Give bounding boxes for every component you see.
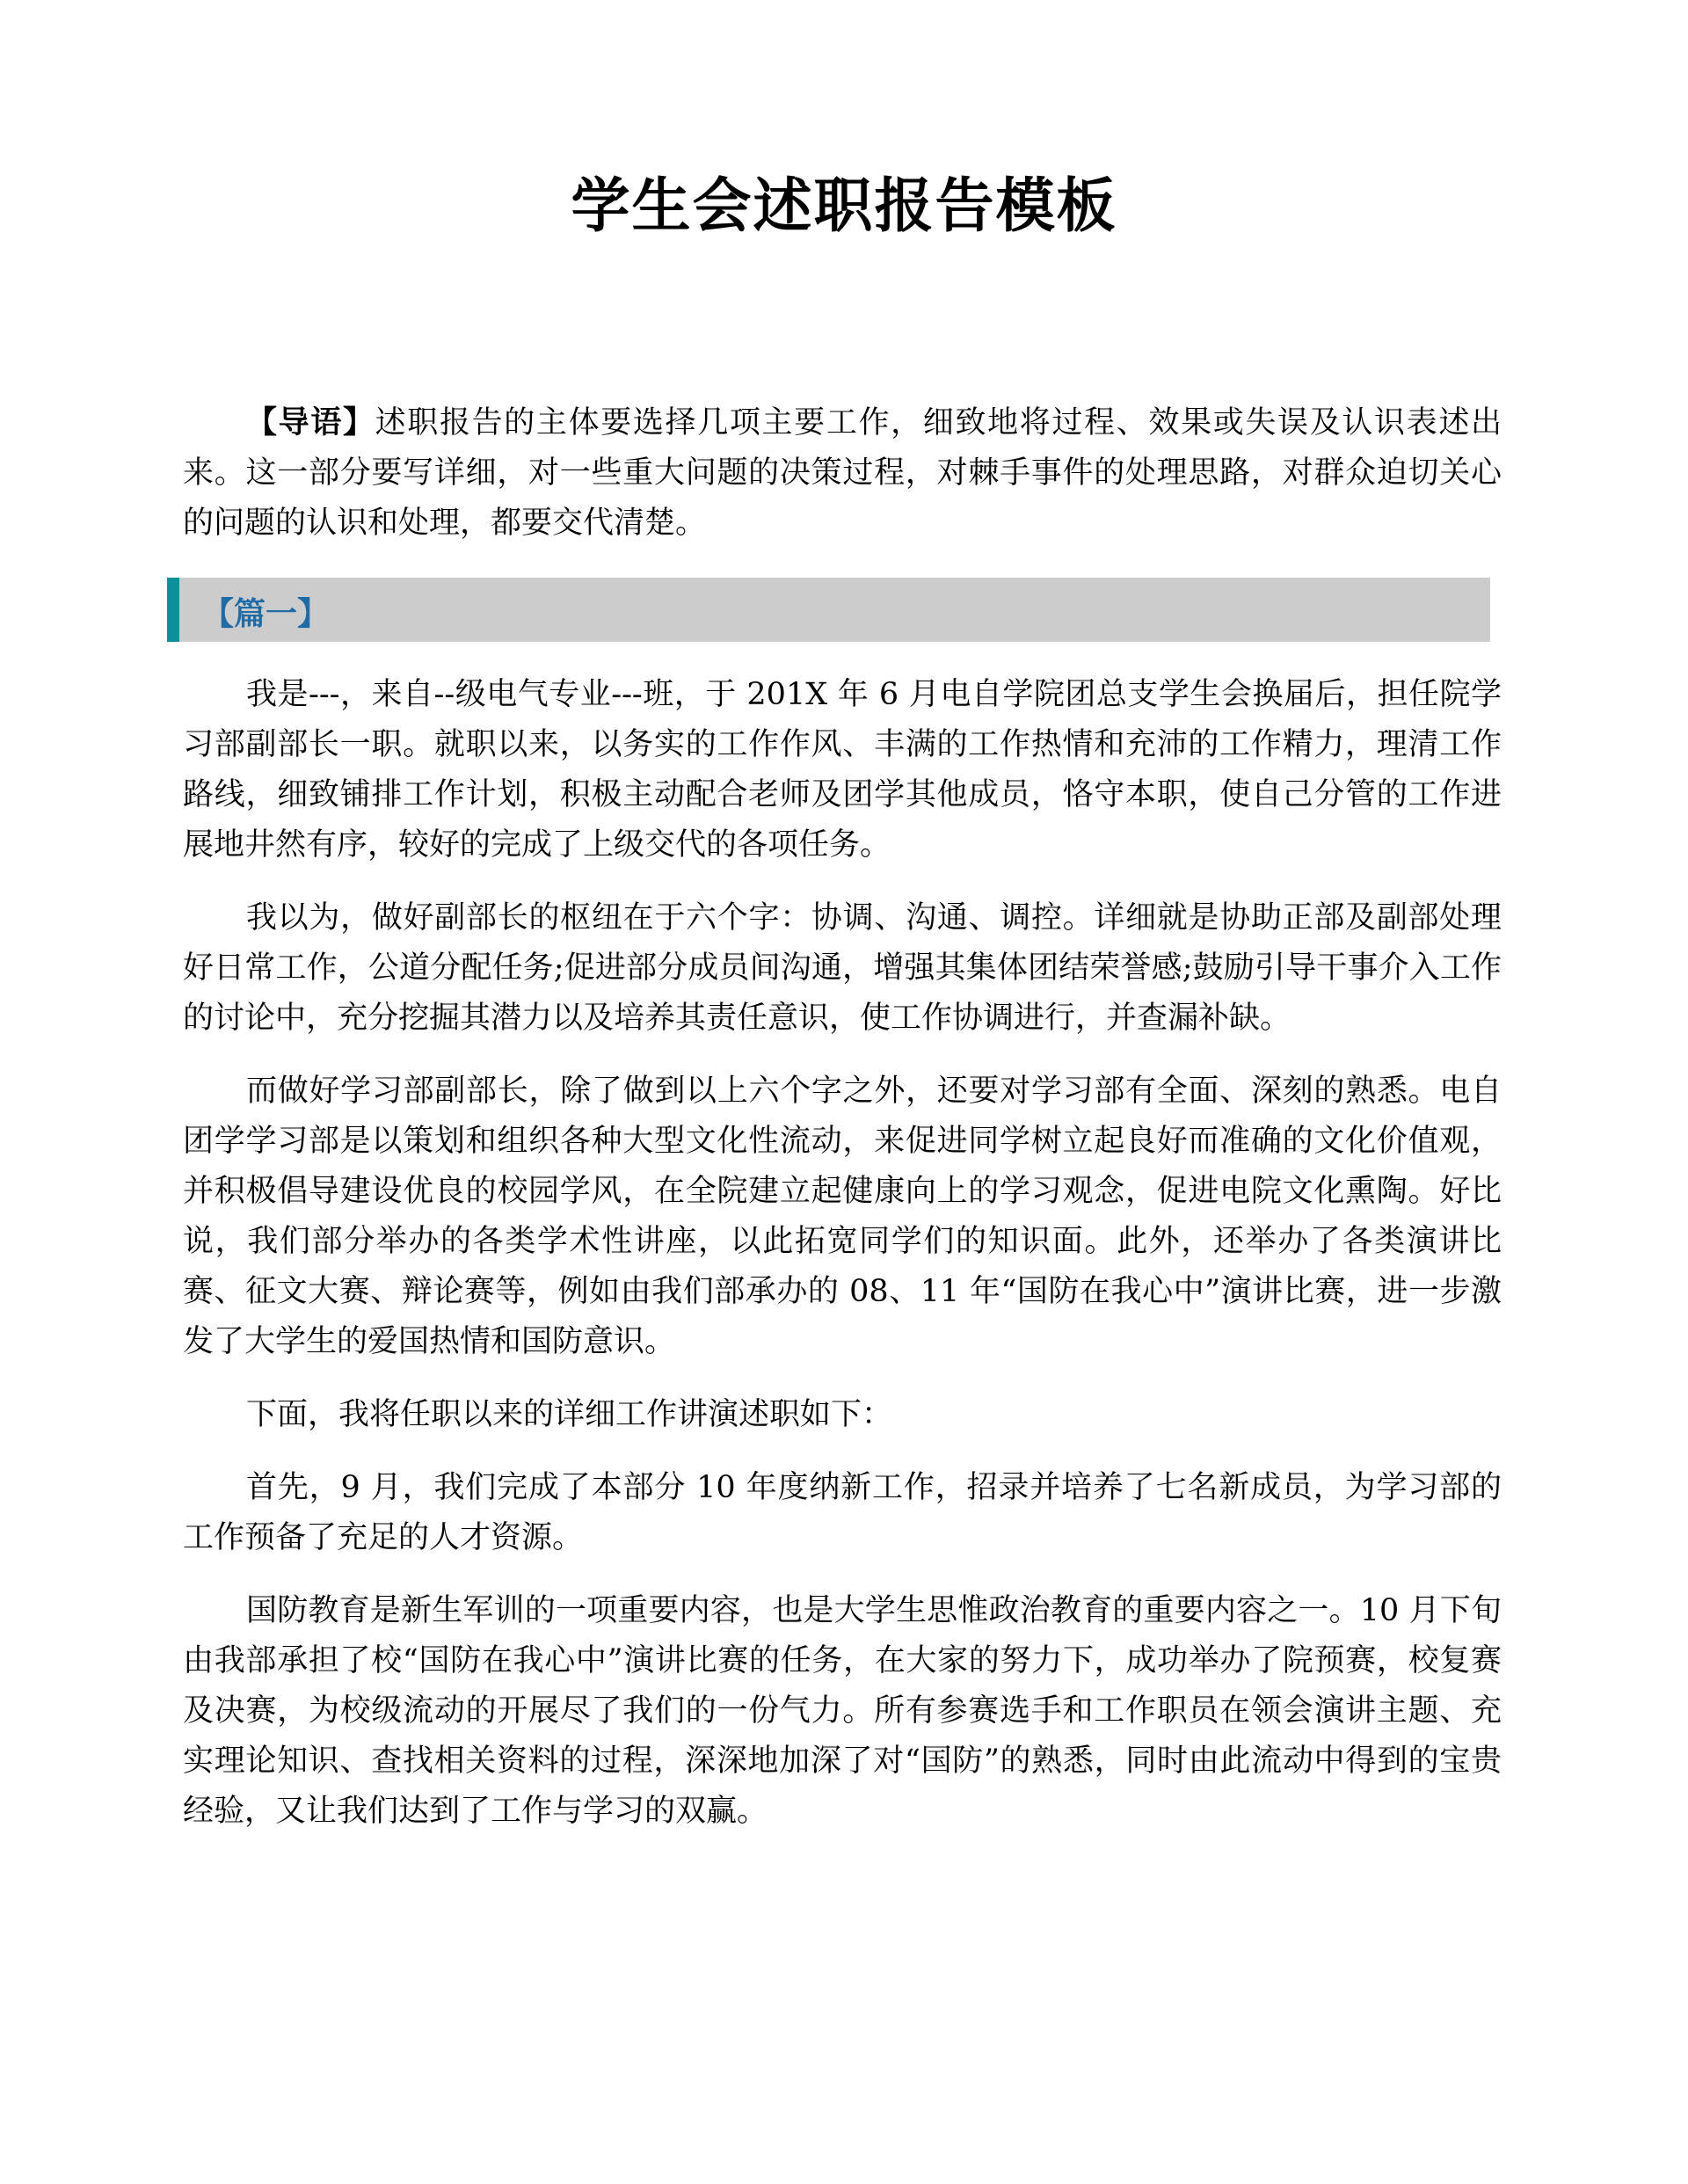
lead-label: 【导语】 [246,404,375,440]
body-content [183,670,1502,1837]
body-paragraph: 我以为，做好副部长的枢纽在于六个字：协调、沟通、调控。详细就是协助正部及副部处理好日常工作，公道分配任务;促进部分成员间沟通，增强其集体团结荣誉感;鼓励引导干事介入工作的讨论中，充分挖掘其潜力以及培养其责任意识，使工作协调进行，并查漏补缺。 [183,900,1502,1036]
body-paragraph: 首先，9 月，我们完成了本部分 10 年度纳新工作，招录并培养了七名新成员，为学习部的工作预备了充足的人才资源。 [183,1470,1502,1555]
intro-block [183,397,1502,549]
body-paragraph: 下面，我将任职以来的详细工作讲演述职如下： [246,1397,893,1432]
intro-text: 述职报告的主体要选择几项主要工作，细致地将过程、效果或失误及认识表述出来。这一部分要写详细，对一些重大问题的决策过程，对棘手事件的处理思路，对群众迫切关心的问题的认识和处理，都要交代清楚。 [183,405,1502,541]
section-header-banner [167,578,1490,642]
intro-paragraph [183,397,1502,549]
body-paragraph: 国防教育是新生军训的一项重要内容，也是大学生思惟政治教育的重要内容之一。10 月下旬由我部承担了校“国防在我心中”演讲比赛的任务，在大家的努力下，成功举办了院预赛，校复赛及决赛，为校级流动的开展尽了我们的一份气力。所有参赛选手和工作职员在领会演讲主题、充实理论知识、查找相关资料的过程，深深地加深了对“国防”的熟悉，同时由此流动中得到的宝贵经验，又让我们达到了工作与学习的双赢。 [183,1593,1502,1829]
page-title: 学生会述职报告模板 [571,171,1117,240]
section-label: 【篇一】 [202,594,330,632]
body-paragraph: 我是---，来自--级电气专业---班，于 201X 年 6 月电自学院团总支学生会换届后，担任院学习部副部长一职。就职以来，以务实的工作作风、丰满的工作热情和充沛的工作精力，理清工作路线，细致铺排工作计划，积极主动配合老师及团学其他成员，恪守本职，使自己分管的工作进展地井然有序，较好的完成了上级交代的各项任务。 [183,677,1502,863]
accent-bar [167,578,179,642]
body-paragraph: 而做好学习部副部长，除了做到以上六个字之外，还要对学习部有全面、深刻的熟悉。电自团学学习部是以策划和组织各种大型文化性流动，来促进同学树立起良好而准确的文化价值观，并积极倡导建设优良的校园学风，在全院建立起健康向上的学习观念，促进电院文化熏陶。好比说，我们部分举办的各类学术性讲座，以此拓宽同学们的知识面。此外，还举办了各类演讲比赛、征文大赛、辩论赛等，例如由我们部承办的 08、11 年“国防在我心中”演讲比赛，进一步激发了大学生的爱国热情和国防意识。 [183,1074,1502,1359]
